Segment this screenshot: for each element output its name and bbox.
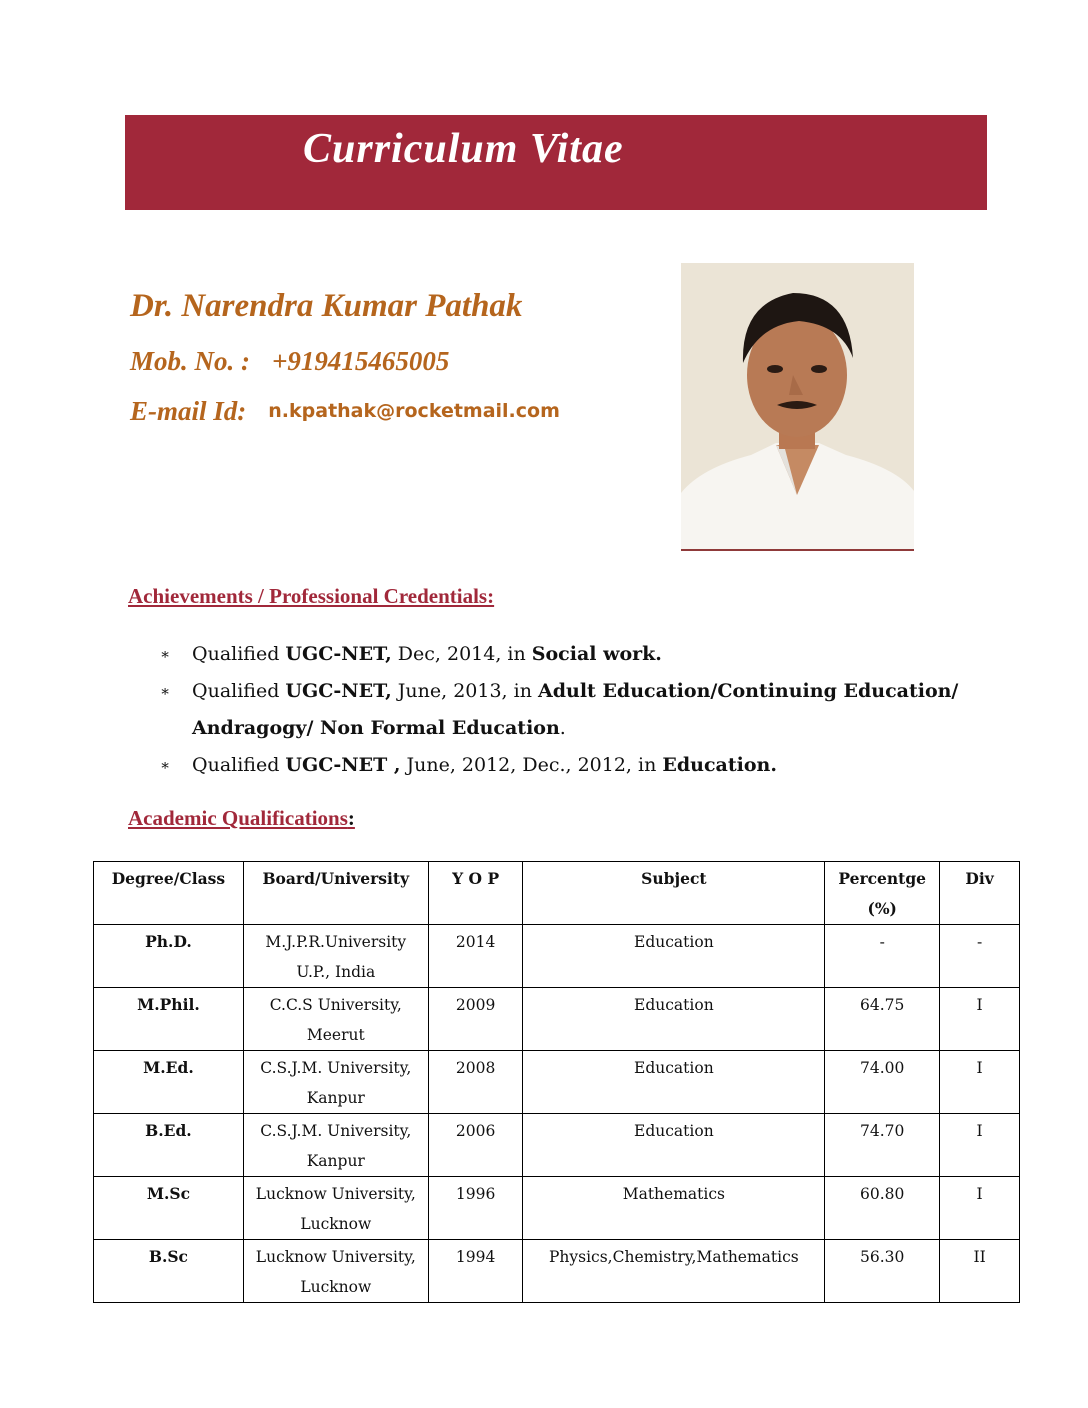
year-cell: 1996 <box>428 1177 523 1240</box>
candidate-name: Dr. Narendra Kumar Pathak <box>130 288 523 324</box>
achievements-list <box>160 636 1020 784</box>
university-cell: C.S.J.M. University, Kanpur <box>243 1114 428 1177</box>
email-line <box>130 396 560 427</box>
email-address: n.kpathak@rocketmail.com <box>268 400 560 422</box>
year-cell: 2014 <box>428 925 523 988</box>
degree-cell: M.Phil. <box>94 988 244 1051</box>
subject-cell: Physics,Chemistry,Mathematics <box>523 1240 825 1303</box>
division-cell: I <box>940 1114 1020 1177</box>
bullet-icon: ∗ <box>160 682 171 700</box>
degree-cell: M.Sc <box>94 1177 244 1240</box>
mobile-number: +919415465005 <box>272 346 450 376</box>
column-header: Degree/Class <box>94 862 244 925</box>
percentage-cell: 60.80 <box>825 1177 940 1240</box>
bullet-icon: ∗ <box>160 756 171 774</box>
profile-photo <box>681 263 914 551</box>
column-header: Board/University <box>243 862 428 925</box>
email-label: E-mail Id: <box>130 396 247 426</box>
academic-heading: Academic Qualifications: <box>128 806 355 830</box>
year-cell: 2006 <box>428 1114 523 1177</box>
division-cell: I <box>940 988 1020 1051</box>
division-cell: - <box>940 925 1020 988</box>
table-row <box>94 1240 1020 1303</box>
subject-cell: Mathematics <box>523 1177 825 1240</box>
list-item: ∗ Qualified UGC-NET , June, 2012, Dec., 2012, in Education. <box>160 747 1020 784</box>
table-row <box>94 925 1020 988</box>
achievements-heading: Achievements / Professional Credentials: <box>128 584 495 608</box>
subject-cell: Education <box>523 988 825 1051</box>
table-row <box>94 988 1020 1051</box>
table-row <box>94 1114 1020 1177</box>
column-header: Subject <box>523 862 825 925</box>
column-header: Div <box>940 862 1020 925</box>
column-header: Y O P <box>428 862 523 925</box>
division-cell: I <box>940 1177 1020 1240</box>
year-cell: 1994 <box>428 1240 523 1303</box>
percentage-cell: 74.70 <box>825 1114 940 1177</box>
division-cell: II <box>940 1240 1020 1303</box>
mobile-line <box>130 346 449 377</box>
table-row <box>94 1051 1020 1114</box>
university-cell: Lucknow University, Lucknow <box>243 1240 428 1303</box>
degree-cell: Ph.D. <box>94 925 244 988</box>
university-cell: Lucknow University, Lucknow <box>243 1177 428 1240</box>
list-item: ∗ Qualified UGC-NET, Dec, 2014, in Social work. <box>160 636 1020 673</box>
table-row <box>94 1177 1020 1240</box>
title-banner <box>125 115 987 210</box>
university-cell: C.S.J.M. University, Kanpur <box>243 1051 428 1114</box>
degree-cell: B.Sc <box>94 1240 244 1303</box>
subject-cell: Education <box>523 925 825 988</box>
table-header-row <box>94 862 1020 925</box>
university-cell: C.C.S University, Meerut <box>243 988 428 1051</box>
subject-cell: Education <box>523 1051 825 1114</box>
year-cell: 2008 <box>428 1051 523 1114</box>
bullet-icon: ∗ <box>160 645 171 663</box>
column-header: Percentge (%) <box>825 862 940 925</box>
year-cell: 2009 <box>428 988 523 1051</box>
percentage-cell: 56.30 <box>825 1240 940 1303</box>
subject-cell: Education <box>523 1114 825 1177</box>
university-cell: M.J.P.R.University U.P., India <box>243 925 428 988</box>
percentage-cell: 64.75 <box>825 988 940 1051</box>
qualifications-table <box>93 861 1020 1303</box>
list-item: ∗ Qualified UGC-NET, June, 2013, in Adult Education/Continuing Education/ Andragogy/ Non Formal Education. <box>160 673 1020 747</box>
degree-cell: M.Ed. <box>94 1051 244 1114</box>
division-cell: I <box>940 1051 1020 1114</box>
degree-cell: B.Ed. <box>94 1114 244 1177</box>
document-title: Curriculum Vitae <box>303 126 624 172</box>
percentage-cell: - <box>825 925 940 988</box>
mobile-label: Mob. No. : <box>130 346 250 376</box>
percentage-cell: 74.00 <box>825 1051 940 1114</box>
